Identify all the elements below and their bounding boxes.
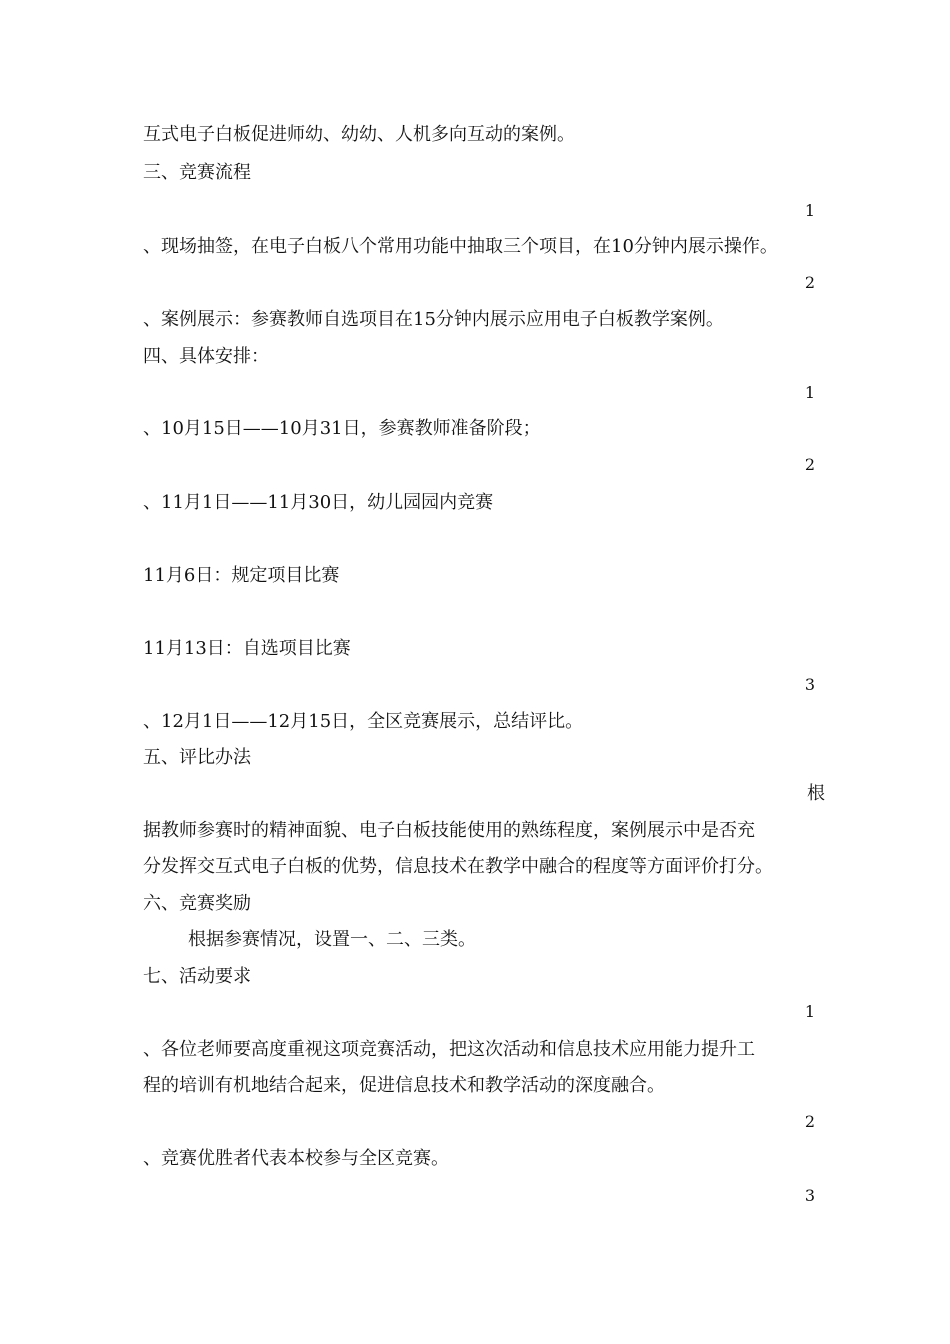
item-number: 2: [804, 455, 815, 474]
paragraph-start: 根: [807, 783, 825, 804]
schedule-line: 11月13日：自选项目比赛: [143, 638, 351, 659]
item-number: 2: [804, 273, 815, 292]
paragraph-line: 分发挥交互式电子白板的优势，信息技术在教学中融合的程度等方面评价打分。: [143, 856, 773, 877]
section-heading: 七、活动要求: [143, 966, 251, 987]
paragraph-line: 据教师参赛时的精神面貌、电子白板技能使用的熟练程度，案例展示中是否充: [143, 820, 755, 841]
list-item: 、竞赛优胜者代表本校参与全区竞赛。: [143, 1148, 449, 1169]
item-number: 1: [804, 201, 815, 220]
section-heading: 五、评比办法: [143, 747, 251, 768]
list-item: 、现场抽签，在电子白板八个常用功能中抽取三个项目，在10分钟内展示操作。: [143, 236, 778, 257]
list-item-continuation: 程的培训有机地结合起来，促进信息技术和教学活动的深度融合。: [143, 1075, 665, 1096]
section-heading: 六、竞赛奖励: [143, 893, 251, 914]
item-number: 1: [804, 383, 815, 402]
list-item: 、11月1日——11月30日，幼儿园园内竞赛: [143, 492, 494, 513]
text-line: 互式电子白板促进师幼、幼幼、人机多向互动的案例。: [143, 124, 575, 145]
section-heading: 三、竞赛流程: [143, 162, 251, 183]
list-item: 、10月15日——10月31日，参赛教师准备阶段；: [143, 418, 541, 439]
item-number: 3: [804, 1186, 815, 1205]
item-number: 3: [804, 675, 815, 694]
schedule-line: 11月6日：规定项目比赛: [143, 565, 340, 586]
paragraph-line: 根据参赛情况，设置一、二、三类。: [188, 929, 476, 950]
item-number: 2: [804, 1112, 815, 1131]
list-item: 、案例展示：参赛教师自选项目在15分钟内展示应用电子白板教学案例。: [143, 309, 724, 330]
item-number: 1: [804, 1002, 815, 1021]
section-heading: 四、具体安排：: [143, 346, 269, 367]
list-item: 、各位老师要高度重视这项竞赛活动，把这次活动和信息技术应用能力提升工: [143, 1039, 755, 1060]
list-item: 、12月1日——12月15日，全区竞赛展示，总结评比。: [143, 711, 584, 732]
